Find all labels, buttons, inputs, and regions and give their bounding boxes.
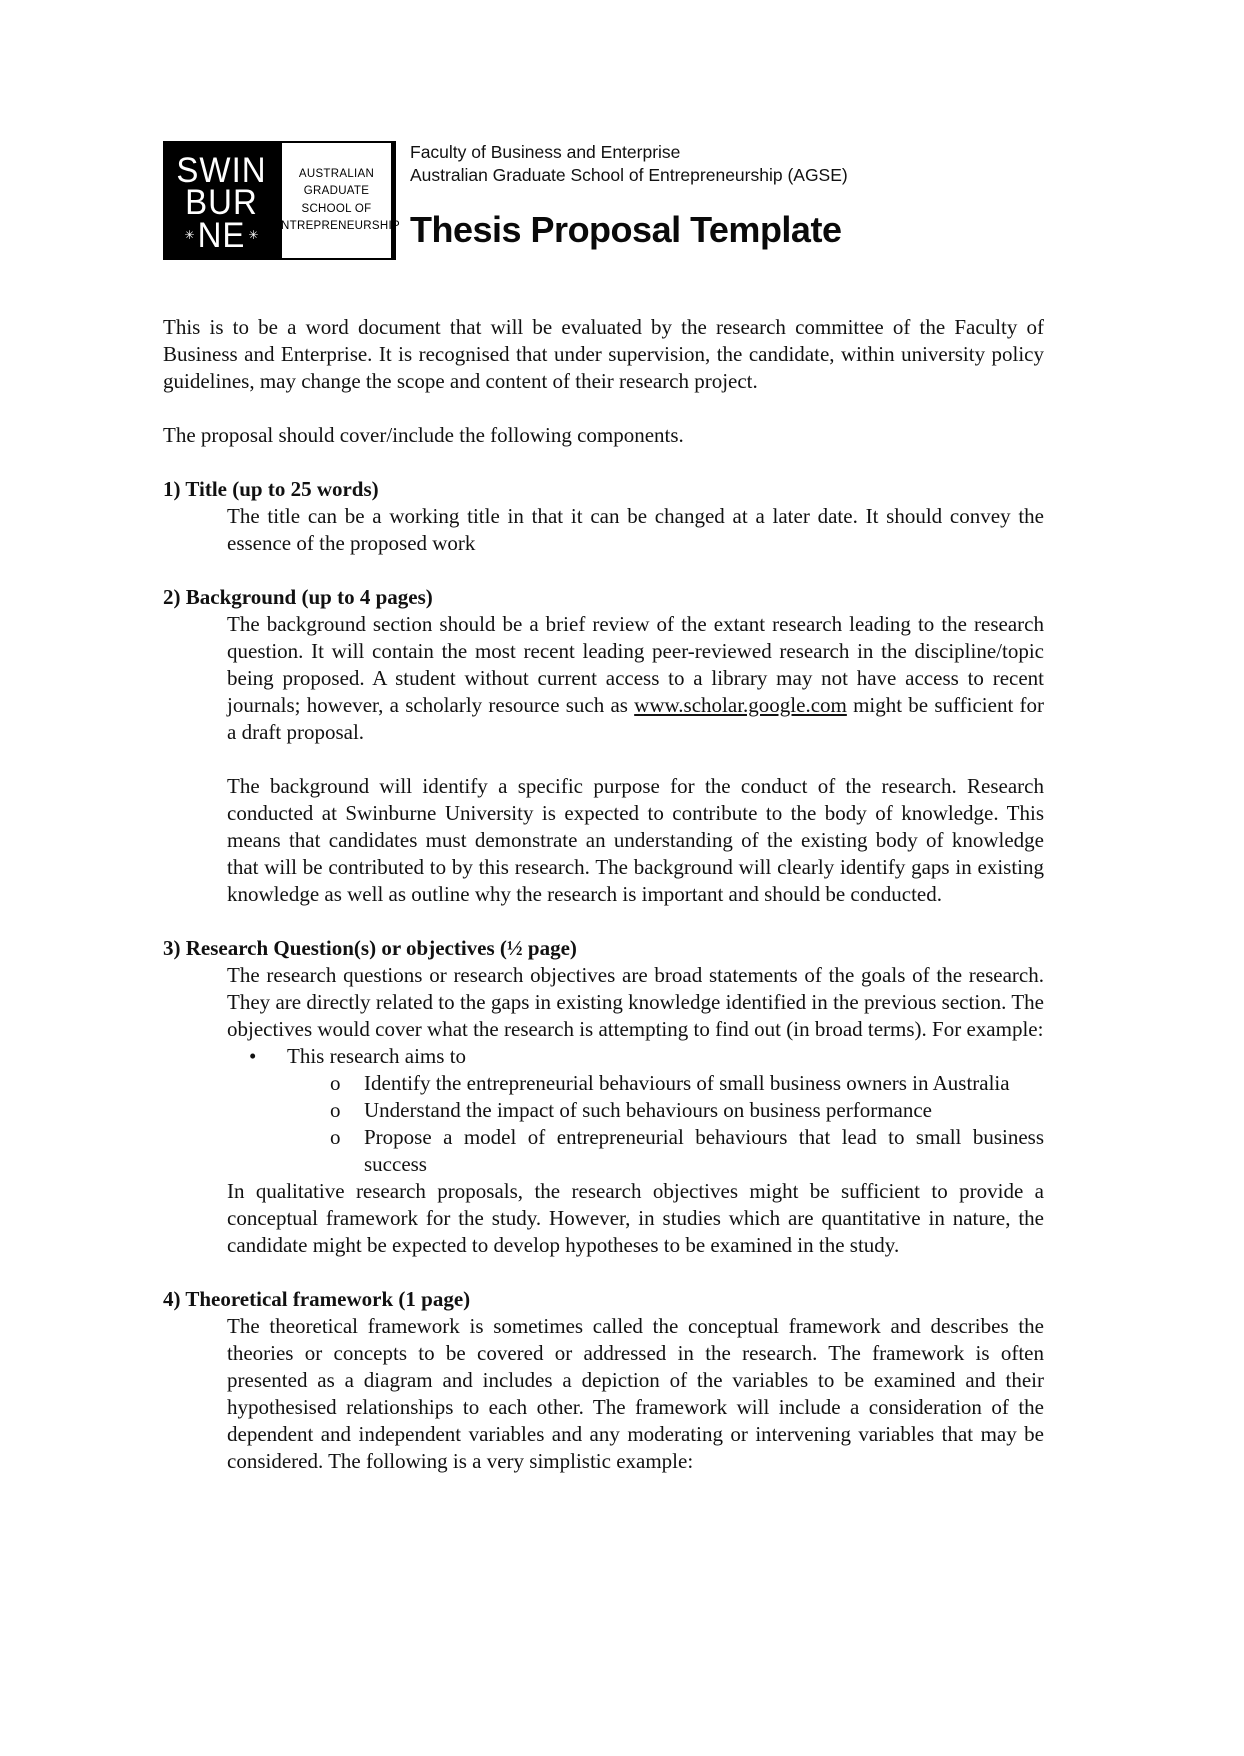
- logo-star-icon: ✳: [248, 227, 259, 242]
- header-text-block: [410, 141, 848, 251]
- document-body: [163, 314, 1044, 1475]
- scholar-link[interactable]: www.scholar.google.com: [634, 693, 847, 717]
- sub-bullet-item: [330, 1070, 1044, 1097]
- body-paragraph: In qualitative research proposals, the research objectives might be sufficient to provide a conceptual framework for the study. However, in studies which are quantitative in nature, the candidate might be expected to develop hypotheses to be examined in the study.: [227, 1179, 1044, 1257]
- section-2-body: [227, 611, 1044, 908]
- section-1-body: [227, 503, 1044, 557]
- section-theoretical-framework: [163, 1286, 1044, 1475]
- sub-bullet-marker-icon: o: [330, 1071, 341, 1095]
- section-title: [163, 476, 1044, 557]
- page-title: Thesis Proposal Template: [410, 209, 842, 250]
- swinburne-logo: [163, 141, 400, 260]
- sub-bullet-text: Identify the entrepreneurial behaviours of small business owners in Australia: [364, 1071, 1010, 1095]
- header: [163, 141, 1044, 260]
- sub-bullet-text: Propose a model of entrepreneurial behaviours that lead to small business success: [364, 1125, 1044, 1176]
- sub-bullet-text: Understand the impact of such behaviours on business performance: [364, 1098, 933, 1122]
- logo-wordmark-line1: SWIN: [176, 149, 267, 190]
- logo-school-panel: [273, 141, 400, 260]
- sub-bullet-item: [330, 1097, 1044, 1124]
- intro-paragraph-1: This is to be a word document that will be evaluated by the research committee of the Faculty of Business and Enterprise. It is recognised that under supervision, the candidate, within university policy guidelines, may change the scope and content of their research project.: [163, 315, 1044, 393]
- header-faculty-line: Faculty of Business and Enterprise: [410, 142, 681, 162]
- logo-school-line: SCHOOL OF: [301, 202, 372, 215]
- paragraph-text: might be sufficient for a draft proposal.: [227, 693, 1044, 744]
- section-1-heading: 1) Title (up to 25 words): [163, 477, 379, 501]
- logo-black-panel: [163, 141, 280, 260]
- sub-bullet-marker-icon: o: [330, 1098, 341, 1122]
- body-paragraph: The theoretical framework is sometimes called the conceptual framework and describes the theories or concepts to be covered or addressed in the research. The framework is often presented as a diagram and includes a depiction of the variables to be examined and their hypothesised relationships to each other. The framework will include a consideration of the dependent and independent variables and any moderating or intervening variables that may be considered. The following is a very simplistic example:: [227, 1314, 1044, 1473]
- sub-bullet-item: [330, 1124, 1044, 1178]
- section-3-body: [227, 962, 1044, 1259]
- section-4-heading: 4) Theoretical framework (1 page): [163, 1287, 471, 1311]
- section-2-heading: 2) Background (up to 4 pages): [163, 585, 433, 609]
- section-4-body: [227, 1313, 1044, 1475]
- body-paragraph: The title can be a working title in that it can be changed at a later date. It should convey the essence of the proposed work: [227, 504, 1044, 555]
- logo-wordmark-line3-row: [184, 214, 259, 255]
- bullet-item: [249, 1043, 1044, 1070]
- logo-wordmark-line2: BUR: [185, 181, 258, 222]
- bullet-text: This research aims to: [287, 1044, 467, 1068]
- bullet-marker-icon: •: [249, 1044, 257, 1068]
- logo-school-line: GRADUATE: [303, 185, 370, 198]
- paragraph-text: The background section should be a brief review of the extant research leading to the research question. It will contain the most recent leading peer-reviewed research in the discipline/topic being proposed. A student without current access to a library may not have access to recent journals; however, a scholarly resource such as: [227, 612, 1044, 717]
- logo-wordmark-line3: NE: [197, 214, 246, 255]
- sub-bullet-marker-icon: o: [330, 1125, 341, 1149]
- header-school-line: Australian Graduate School of Entrepreneurship (AGSE): [410, 165, 848, 185]
- intro-paragraph-2: The proposal should cover/include the following components.: [163, 423, 684, 447]
- body-paragraph: [227, 611, 1044, 746]
- logo-star-icon: ✳: [184, 227, 195, 242]
- section-3-heading: 3) Research Question(s) or objectives (½ page): [163, 936, 577, 960]
- section-background: [163, 584, 1044, 908]
- body-paragraph: The background will identify a specific purpose for the conduct of the research. Research conducted at Swinburne University is expected to contribute to the body of knowledge. This means that candidates must demonstrate an understanding of the existing body of knowledge that will be contributed to by this research. The background will clearly identify gaps in existing knowledge as well as outline why the research is important and should be conducted.: [227, 774, 1044, 906]
- logo-school-line: ENTREPRENEURSHIP: [273, 219, 400, 232]
- section-research-questions: [163, 935, 1044, 1259]
- logo-school-line: AUSTRALIAN: [298, 168, 375, 180]
- body-paragraph: The research questions or research objectives are broad statements of the goals of the research. They are directly related to the gaps in existing knowledge identified in the previous section. The objectives would cover what the research is attempting to find out (in broad terms). For example:: [227, 963, 1044, 1041]
